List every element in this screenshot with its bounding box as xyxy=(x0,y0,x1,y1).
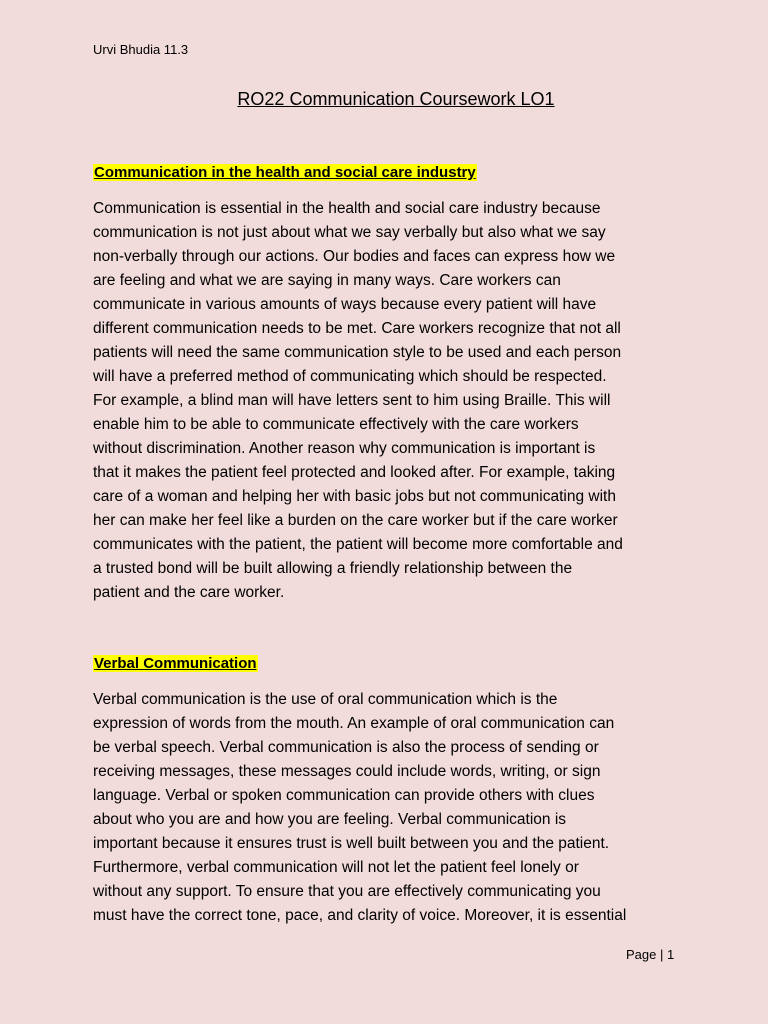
paragraph-line: will have a preferred method of communicating which should be respected. xyxy=(93,368,607,385)
section-body-communication xyxy=(93,197,679,605)
paragraph-line: communication is not just about what we say verbally but also what we say xyxy=(93,224,606,241)
page-header-author: Urvi Bhudia 11.3 xyxy=(93,42,189,57)
paragraph-line: about who you are and how you are feeling. Verbal communication is xyxy=(93,811,567,828)
section-heading-text: Verbal Communication xyxy=(94,655,257,672)
paragraph-line: must have the correct tone, pace, and clarity of voice. Moreover, it is essential xyxy=(93,907,627,924)
paragraph-line: are feeling and what we are saying in many ways. Care workers can xyxy=(93,272,561,289)
section-heading-communication xyxy=(93,163,477,183)
paragraph-line: For example, a blind man will have letters sent to him using Braille. This will xyxy=(93,392,611,409)
paragraph-line: without any support. To ensure that you are effectively communicating you xyxy=(93,883,601,900)
paragraph-line: care of a woman and helping her with basic jobs but not communicating with xyxy=(93,488,616,505)
paragraph-line: patient and the care worker. xyxy=(93,584,285,601)
section-heading-verbal-communication xyxy=(93,654,258,674)
paragraph-line: patients will need the same communication style to be used and each person xyxy=(93,344,622,361)
paragraph-line: her can make her feel like a burden on the care worker but if the care worker xyxy=(93,512,618,529)
paragraph-line: Communication is essential in the health and social care industry because xyxy=(93,200,601,217)
paragraph-line: Verbal communication is the use of oral communication which is the xyxy=(93,691,558,708)
document-title-text: RO22 Communication Coursework LO1 xyxy=(237,89,555,109)
page-number-footer: Page | 1 xyxy=(626,947,675,962)
paragraph-line: language. Verbal or spoken communication can provide others with clues xyxy=(93,787,595,804)
paragraph-line: communicates with the patient, the patient will become more comfortable and xyxy=(93,536,623,553)
paragraph-line: non-verbally through our actions. Our bodies and faces can express how we xyxy=(93,248,616,265)
paragraph-line: expression of words from the mouth. An example of oral communication can xyxy=(93,715,615,732)
section-heading-text: Communication in the health and social care industry xyxy=(94,164,476,181)
paragraph-line: be verbal speech. Verbal communication is also the process of sending or xyxy=(93,739,599,756)
paragraph-line: enable him to be able to communicate effectively with the care workers xyxy=(93,416,579,433)
paragraph-line: receiving messages, these messages could include words, writing, or sign xyxy=(93,763,601,780)
paragraph-line: that it makes the patient feel protected and looked after. For example, taking xyxy=(93,464,616,481)
document-title xyxy=(0,88,768,110)
paragraph-line: without discrimination. Another reason why communication is important is xyxy=(93,440,596,457)
paragraph-line: important because it ensures trust is well built between you and the patient. xyxy=(93,835,610,852)
section-body-verbal-communication xyxy=(93,688,679,928)
paragraph-line: communicate in various amounts of ways because every patient will have xyxy=(93,296,597,313)
paragraph-line: Furthermore, verbal communication will not let the patient feel lonely or xyxy=(93,859,579,876)
paragraph-line: different communication needs to be met. Care workers recognize that not all xyxy=(93,320,621,337)
paragraph-line: a trusted bond will be built allowing a friendly relationship between the xyxy=(93,560,573,577)
